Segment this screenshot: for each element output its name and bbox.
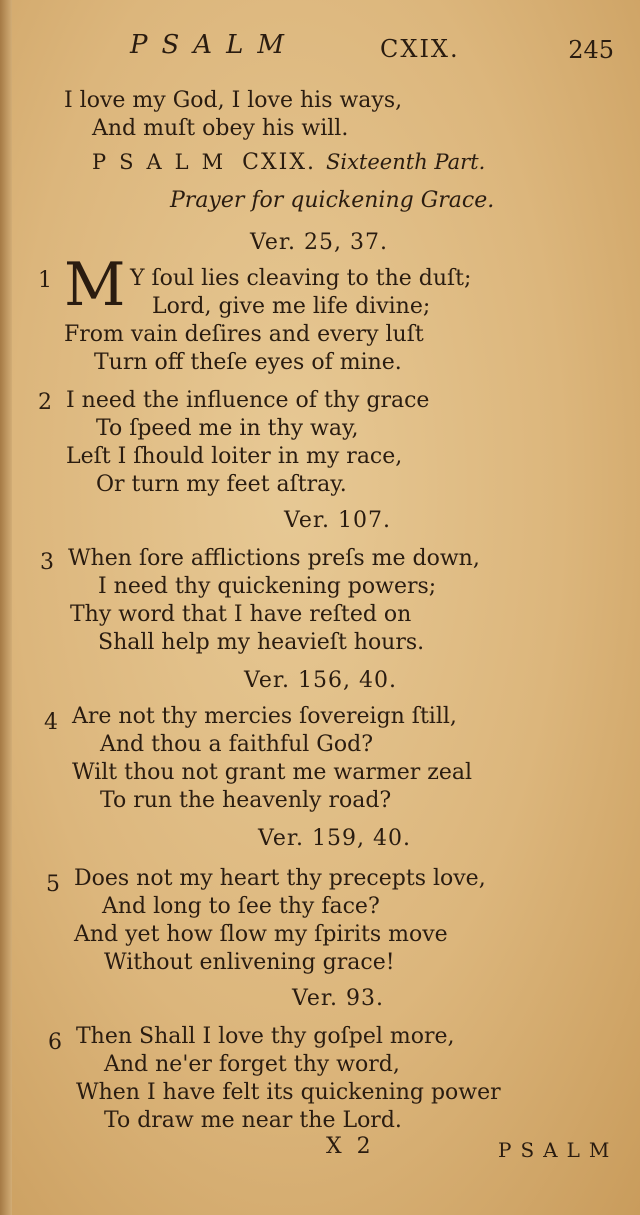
stanza-number: 3 [40,550,54,575]
section-part: Sixteenth Part. [325,150,486,174]
stanza-line: When ſore afflictions preſs me down, [68,546,480,571]
stanza-line: Are not thy mercies ſovereign ſtill, [72,704,457,729]
psalm-number: CXIX. [380,35,460,63]
stanza-number: 2 [38,390,52,415]
stanza-line: Does not my heart thy precepts love, [74,866,486,891]
stanza-line: Shall help my heavieſt hours. [98,630,425,655]
stanza-line: I need the influence of thy grace [66,388,430,413]
stanza-line: Or turn my feet aſtray. [96,472,347,497]
catchword: PSALM [498,1138,619,1162]
section-psalm: PSALM [92,150,237,174]
stanza-line: To run the heavenly road? [100,788,392,813]
verse-ref: Ver. 93. [292,986,384,1011]
opening-line: I love my God, I love his ways, [64,88,403,113]
stanza-line: To draw me near the Lord. [104,1108,402,1133]
page-number: 245 [568,36,614,64]
section-number: CXIX. [242,150,316,175]
stanza-number: 4 [44,710,58,735]
stanza-line: Y ſoul lies cleaving to the duſt; [130,266,472,291]
stanza-line: Lord, give me life divine; [152,294,431,319]
stanza-line: And thou a faithful God? [100,732,374,757]
stanza-line: And yet how ſlow my ſpirits move [74,922,448,947]
section-heading [92,150,485,175]
stanza-line: I need thy quickening powers; [98,574,437,599]
page-edge [0,0,12,1215]
stanza-number: 1 [38,268,52,293]
section-subtitle: Prayer for quickening Grace. [170,188,495,213]
running-title: PSALM [130,30,298,60]
stanza-line: Thy word that I have reſted on [70,602,412,627]
stanza-line: And long to ſee thy face? [102,894,380,919]
signature-mark: X 2 [326,1134,375,1159]
stanza-line: Then Shall I love thy goſpel more, [76,1024,455,1049]
stanza-line: From vain deſires and every luſt [64,322,424,347]
verse-ref: Ver. 156, 40. [244,668,397,693]
stanza-line: When I have felt its quickening power [76,1080,501,1105]
stanza-line: Leſt I ſhould loiter in my race, [66,444,403,469]
verse-ref: Ver. 107. [284,508,391,533]
stanza-line: Without enlivening grace! [104,950,395,975]
stanza-number: 5 [46,872,60,897]
stanza-line: Wilt thou not grant me warmer zeal [72,760,473,785]
stanza-line: And ne'er forget thy word, [104,1052,400,1077]
stanza-line: Turn off theſe eyes of mine. [94,350,402,375]
drop-cap: M [64,250,126,320]
stanza-line: To ſpeed me in thy way, [96,416,359,441]
verse-ref: Ver. 25, 37. [250,230,388,255]
verse-ref: Ver. 159, 40. [258,826,411,851]
stanza-number: 6 [48,1030,62,1055]
opening-line: And muſt obey his will. [92,116,349,141]
